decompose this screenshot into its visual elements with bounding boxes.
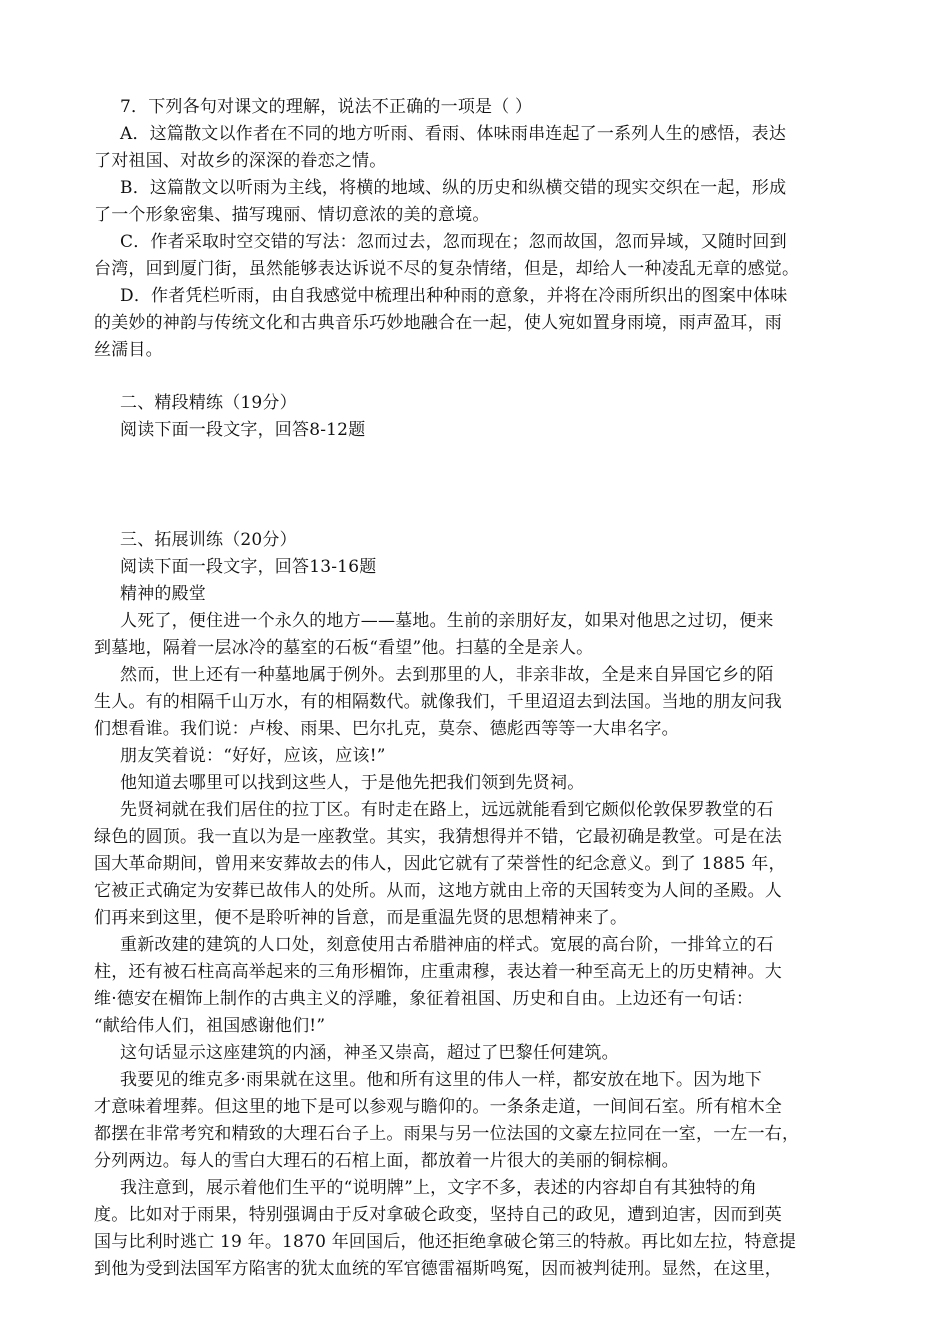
article-line: 维·德安在楣饰上制作的古典主义的浮雕，象征着祖国、历史和自由。上边还有一句话： <box>94 989 754 1009</box>
article-line: 人死了，便住进一个永久的地方——墓地。生前的亲朋好友，如果对他思之过切，便来 <box>120 611 774 631</box>
article-line: 们想看谁。我们说：卢梭、雨果、巴尔扎克，莫奈、德彪西等等一大串名字。 <box>94 719 679 739</box>
option-b-line-1: B．这篇散文以听雨为主线，将横的地域、纵的历史和纵横交错的现实交织在一起，形成 <box>120 178 787 198</box>
article-line: 国与比利时逃亡 19 年。1870 年回国后，他还拒绝拿破仑第三的特赦。再比如左拉，特意提 <box>94 1232 797 1252</box>
article-line: 度。比如对于雨果，特别强调由于反对拿破仑政变，坚持自己的政见，遭到迫害，因而到英 <box>94 1205 782 1225</box>
article-line: 到他为受到法国军方陷害的犹太血统的军官德雷福斯鸣冤，因而被判徒刑。显然，在这里， <box>94 1259 782 1279</box>
article-line: “献给伟人们，祖国感谢他们!” <box>94 1016 326 1036</box>
article-line: 先贤祠就在我们居住的拉丁区。有时走在路上，远远就能看到它颇似伦敦保罗教堂的石 <box>120 800 774 820</box>
article-line: 国大革命期间，曾用来安葬故去的伟人，因此它就有了荣誉性的纪念意义。到了 1885 年， <box>94 854 786 874</box>
section-3-heading: 三、拓展训练（20分） <box>120 530 297 550</box>
article-line: 生人。有的相隔千山万水，有的相隔数代。就像我们，千里迢迢去到法国。当地的朋友问我 <box>94 692 782 712</box>
article-line: 朋友笑着说：“好好，应该，应该!” <box>120 746 386 766</box>
option-d-line-2: 的美妙的神韵与传统文化和古典音乐巧妙地融合在一起，使人宛如置身雨境，雨声盈耳，雨 <box>94 313 782 333</box>
article-line: 重新改建的建筑的人口处，刻意使用古希腊神庙的样式。宽展的高台阶，一排耸立的石 <box>120 935 774 955</box>
article-line: 我要见的维克多·雨果就在这里。他和所有这里的伟人一样，都安放在地下。因为地下 <box>120 1070 763 1090</box>
article-text <box>94 608 861 1283</box>
article-line: 才意味着埋葬。但这里的地下是可以参观与瞻仰的。一条条走道，一间间石室。所有棺木全 <box>94 1097 782 1117</box>
option-d-line-3: 丝濡目。 <box>94 340 163 360</box>
option-a-line-1: A．这篇散文以作者在不同的地方听雨、看雨、体味雨串连起了一系列人生的感悟，表达 <box>120 124 787 144</box>
spacer <box>94 364 861 390</box>
option-c-line-1: C．作者采取时空交错的写法：忽而过去，忽而现在；忽而故国，忽而异域，又随时回到 <box>120 232 787 252</box>
section-2-heading: 二、精段精练（19分） <box>120 393 297 413</box>
option-d-line-1: D．作者凭栏听雨，由自我感觉中梳理出种种雨的意象，并将在冷雨所织出的图案中体味 <box>120 286 788 306</box>
article-line: 绿色的圆顶。我一直以为是一座教堂。其实，我猜想得并不错，它最初确是教堂。可是在法 <box>94 827 782 847</box>
section-3-instruction: 阅读下面一段文字，回答13-16题 <box>120 557 377 577</box>
article-line: 们再来到这里，便不是聆听神的旨意，而是重温先贤的思想精神来了。 <box>94 908 628 928</box>
article-line: 都摆在非常考究和精致的大理石台子上。雨果与另一位法国的文豪左拉同在一室，一左一右， <box>94 1124 800 1144</box>
option-b-line-2: 了一个形象密集、描写瑰丽、情切意浓的美的意境。 <box>94 205 490 225</box>
option-a-line-2: 了对祖国、对故乡的深深的眷恋之情。 <box>94 151 387 171</box>
article-line: 柱，还有被石柱高高举起来的三角形楣饰，庄重肃穆，表达着一种至高无上的历史精神。大 <box>94 962 782 982</box>
article-line: 这句话显示这座建筑的内涵，神圣又崇高，超过了巴黎任何建筑。 <box>120 1043 619 1063</box>
article-line: 他知道去哪里可以找到这些人，于是他先把我们领到先贤祠。 <box>120 773 585 793</box>
option-c-line-2: 台湾，回到厦门街，虽然能够表达诉说不尽的复杂情绪，但是，却给人一种凌乱无章的感觉。 <box>94 259 800 279</box>
article-line: 它被正式确定为安葬已故伟人的处所。从而，这地方就由上帝的天国转变为人间的圣殿。人 <box>94 881 782 901</box>
article-title: 精神的殿堂 <box>120 584 206 604</box>
article-line: 到墓地，隔着一层冰冷的墓室的石板“看望”他。扫墓的全是亲人。 <box>94 638 594 658</box>
document-body <box>94 94 861 1283</box>
question-7-stem: 7．下列各句对课文的理解，说法不正确的一项是（ ） <box>120 97 533 117</box>
article-line: 分列两边。每人的雪白大理石的石棺上面，都放着一片很大的美丽的铜棕榈。 <box>94 1151 679 1171</box>
article-line: 然而，世上还有一种墓地属于例外。去到那里的人，非亲非故，全是来自异国它乡的陌 <box>120 665 774 685</box>
section-2-instruction: 阅读下面一段文字，回答8-12题 <box>120 420 366 440</box>
spacer <box>94 444 861 527</box>
article-line: 我注意到，展示着他们生平的“说明牌”上，文字不多，表述的内容却自有其独特的角 <box>120 1178 757 1198</box>
